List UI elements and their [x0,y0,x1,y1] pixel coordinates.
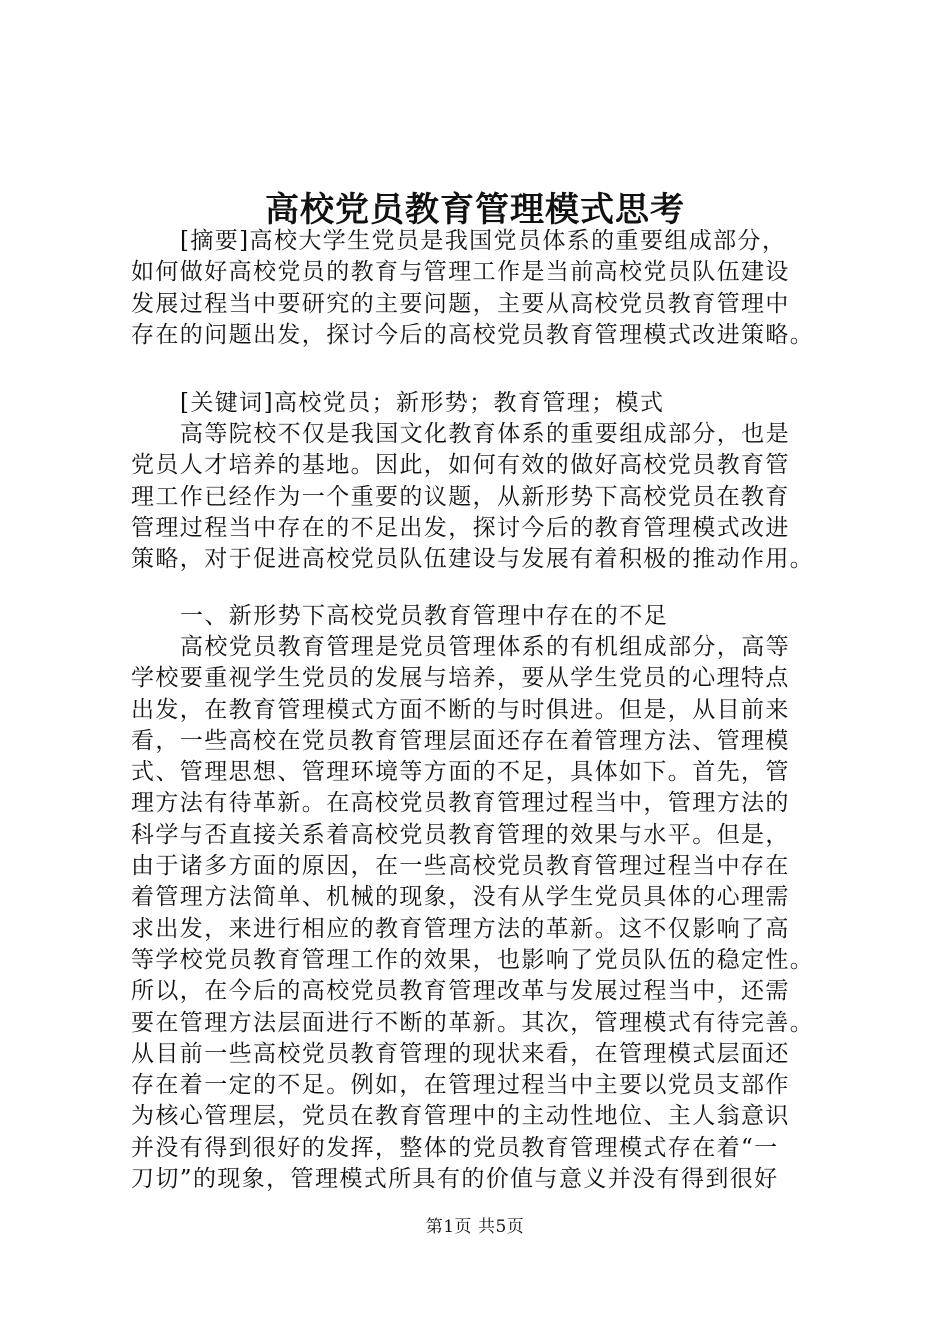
paragraph-line: 并没有得到很好的发挥，整体的党员教育管理模式存在着“一 [131,1134,779,1161]
paragraph-line: 出发，在教育管理模式方面不断的与时俱进。但是，从目前来 [131,696,790,723]
section-paragraph [131,632,831,1195]
paragraph-line: 要在管理方法层面进行不断的革新。其次，管理模式有待完善。 [131,1009,815,1036]
paragraph-line: 等学校党员教育管理工作的效果，也影响了党员队伍的稳定性。 [131,946,815,973]
paragraph-line: 由于诸多方面的原因，在一些高校党员教育管理过程当中存在 [131,853,790,880]
paragraph-line: 高等院校不仅是我国文化教育体系的重要组成部分，也是 [180,421,790,447]
paragraph-line: 学校要重视学生党员的发展与培养，要从学生党员的心理特点 [131,665,790,692]
paragraph-line: 所以，在今后的高校党员教育管理改革与发展过程当中，还需 [131,978,790,1005]
abstract-line: [摘要]高校大学生党员是我国党员体系的重要组成部分， [180,228,787,254]
document-title: 高校党员教育管理模式思考 [265,190,685,230]
abstract [131,226,831,351]
paragraph-line: 理方法有待革新。在高校党员教育管理过程当中，管理方法的 [131,790,790,817]
paragraph-line: 存在着一定的不足。例如，在管理过程当中主要以党员支部作 [131,1072,790,1099]
abstract-line: 存在的问题出发，探讨今后的高校党员教育管理模式改进策略。 [131,321,815,348]
keywords [131,388,831,419]
paragraph-line: 为核心管理层，党员在教育管理中的主动性地位、主人翁意识 [131,1103,790,1130]
paragraph-line: 理工作已经作为一个重要的议题，从新形势下高校党员在教育 [131,483,790,510]
paragraph-line: 看，一些高校在党员教育管理层面还存在着管理方法、管理模 [131,727,790,754]
paragraph-line: 求出发，来进行相应的教育管理方法的革新。这不仅影响了高 [131,915,790,942]
page-footer: 第1页 共5页 [425,1217,525,1237]
paragraph-line: 高校党员教育管理是党员管理体系的有机组成部分，高等 [180,634,790,660]
paragraph-line: 着管理方法简单、机械的现象，没有从学生党员具体的心理需 [131,884,790,911]
abstract-line: 如何做好高校党员的教育与管理工作是当前高校党员队伍建设 [131,259,790,286]
section-heading [131,601,831,632]
section-heading-text: 一、新形势下高校党员教育管理中存在的不足 [180,603,668,629]
paragraph-line: 策略，对于促进高校党员队伍建设与发展有着积极的推动作用。 [131,546,815,573]
paragraph-line: 从目前一些高校党员教育管理的现状来看，在管理模式层面还 [131,1040,790,1067]
keywords-line: [关键词]高校党员；新形势；教育管理；模式 [180,390,665,416]
paragraph-line: 刀切”的现象，管理模式所具有的价值与意义并没有得到很好 [131,1166,779,1193]
paragraph-line: 管理过程当中存在的不足出发，探讨今后的教育管理模式改进 [131,514,790,541]
paragraph-line: 式、管理思想、管理环境等方面的不足，具体如下。首先，管 [131,759,790,786]
paragraph-line: 科学与否直接关系着高校党员教育管理的效果与水平。但是， [131,821,790,848]
paragraph-line: 党员人才培养的基地。因此，如何有效的做好高校党员教育管 [131,452,790,479]
abstract-line: 发展过程当中要研究的主要问题，主要从高校党员教育管理中 [131,290,790,317]
intro-paragraph [131,419,831,575]
